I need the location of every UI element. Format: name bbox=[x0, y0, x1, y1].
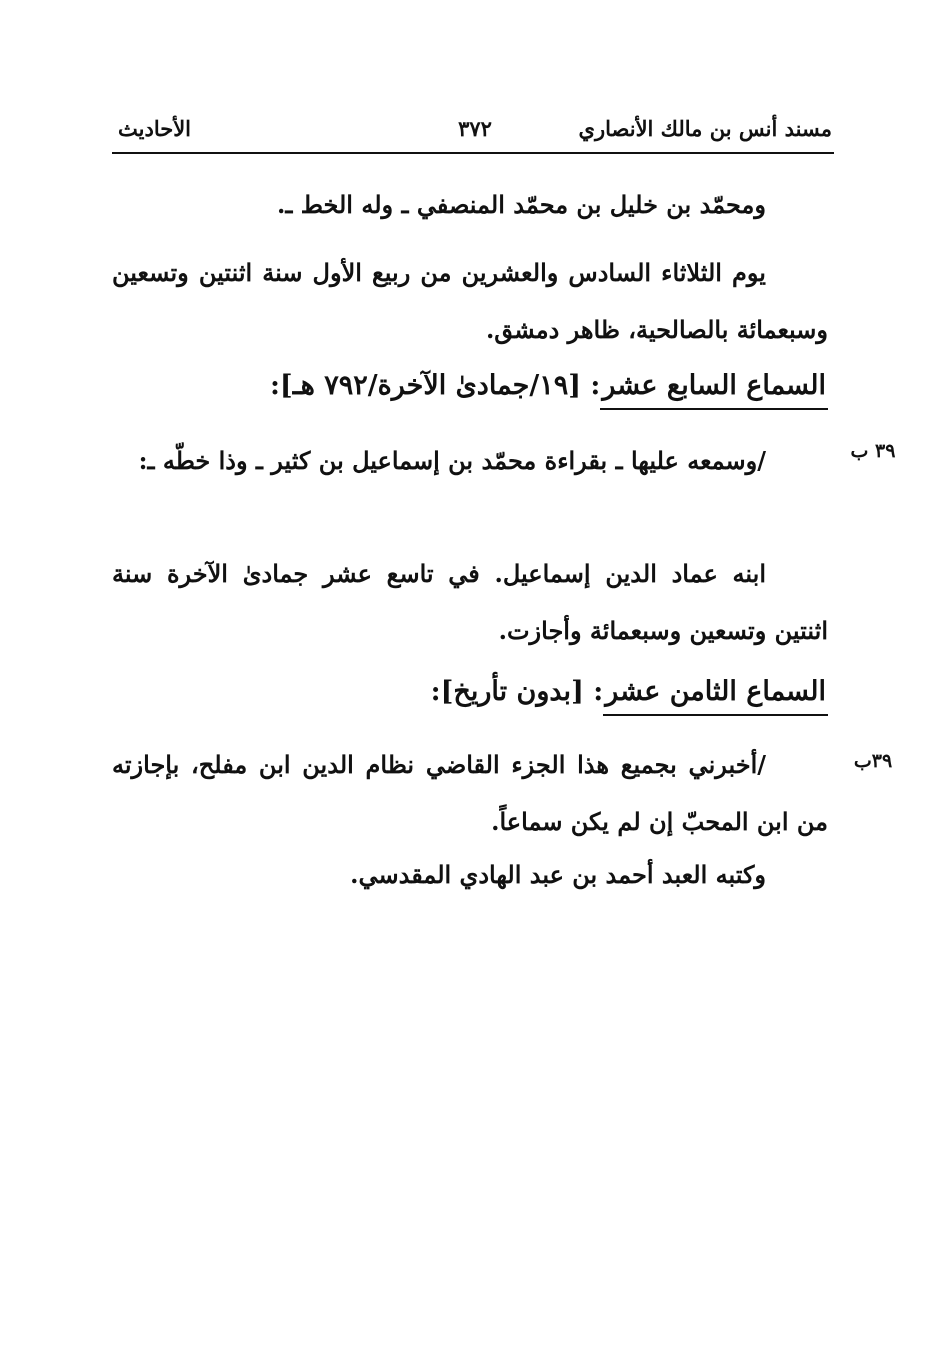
paragraph-1 bbox=[112, 176, 828, 233]
paragraph-2 bbox=[112, 244, 828, 358]
paragraph-4-text: ابنه عماد الدين إسماعيل. في تاسع عشر جمادىٰ الآخرة سنة اثنتين وتسعين وسبعمائة وأجازت. bbox=[112, 559, 828, 645]
paragraph-5-text: /أخبرني بجميع هذا الجزء القاضي نظام الدين ابن مفلح، بإجازته من ابن المحبّ إن لم يكن سماعاً. bbox=[112, 750, 828, 836]
page-number: ٣٧٢ bbox=[458, 116, 492, 141]
paragraph-4 bbox=[112, 545, 828, 659]
book-title: مسند أنس بن مالك الأنصاري bbox=[578, 116, 832, 141]
margin-note-2: ٣٩ب bbox=[853, 750, 893, 772]
header-rule bbox=[112, 152, 834, 154]
margin-note-1: ٣٩ ب bbox=[850, 440, 896, 462]
heading-18 bbox=[112, 676, 828, 716]
paragraph-6 bbox=[112, 846, 828, 903]
paragraph-1-text: ومحمّد بن خليل بن محمّد المنصفي ـ وله الخط ـ. bbox=[276, 190, 766, 219]
heading-18-label: السماع الثامن عشر bbox=[603, 676, 828, 716]
section-title: الأحاديث bbox=[118, 116, 192, 141]
heading-18-suffix: : [بدون تأريخ]: bbox=[430, 676, 604, 707]
heading-17-label: السماع السابع عشر bbox=[600, 370, 828, 410]
paragraph-5 bbox=[112, 736, 828, 850]
paragraph-3 bbox=[112, 432, 828, 489]
page-header bbox=[118, 114, 832, 150]
paragraph-3-text: /وسمعه عليها ـ بقراءة محمّد بن إسماعيل بن كثير ـ وذا خطّه ـ: bbox=[138, 446, 766, 475]
heading-17 bbox=[112, 370, 828, 410]
paragraph-2-text: يوم الثلاثاء السادس والعشرين من ربيع الأول سنة اثنتين وتسعين وسبعمائة بالصالحية، ظاهر دمشق. bbox=[112, 258, 828, 344]
paragraph-6-text: وكتبه العبد أحمد بن عبد الهادي المقدسي. bbox=[350, 860, 766, 889]
heading-17-suffix: : [١٩/جمادىٰ الآخرة/٧٩٢ هـ]: bbox=[269, 370, 601, 401]
